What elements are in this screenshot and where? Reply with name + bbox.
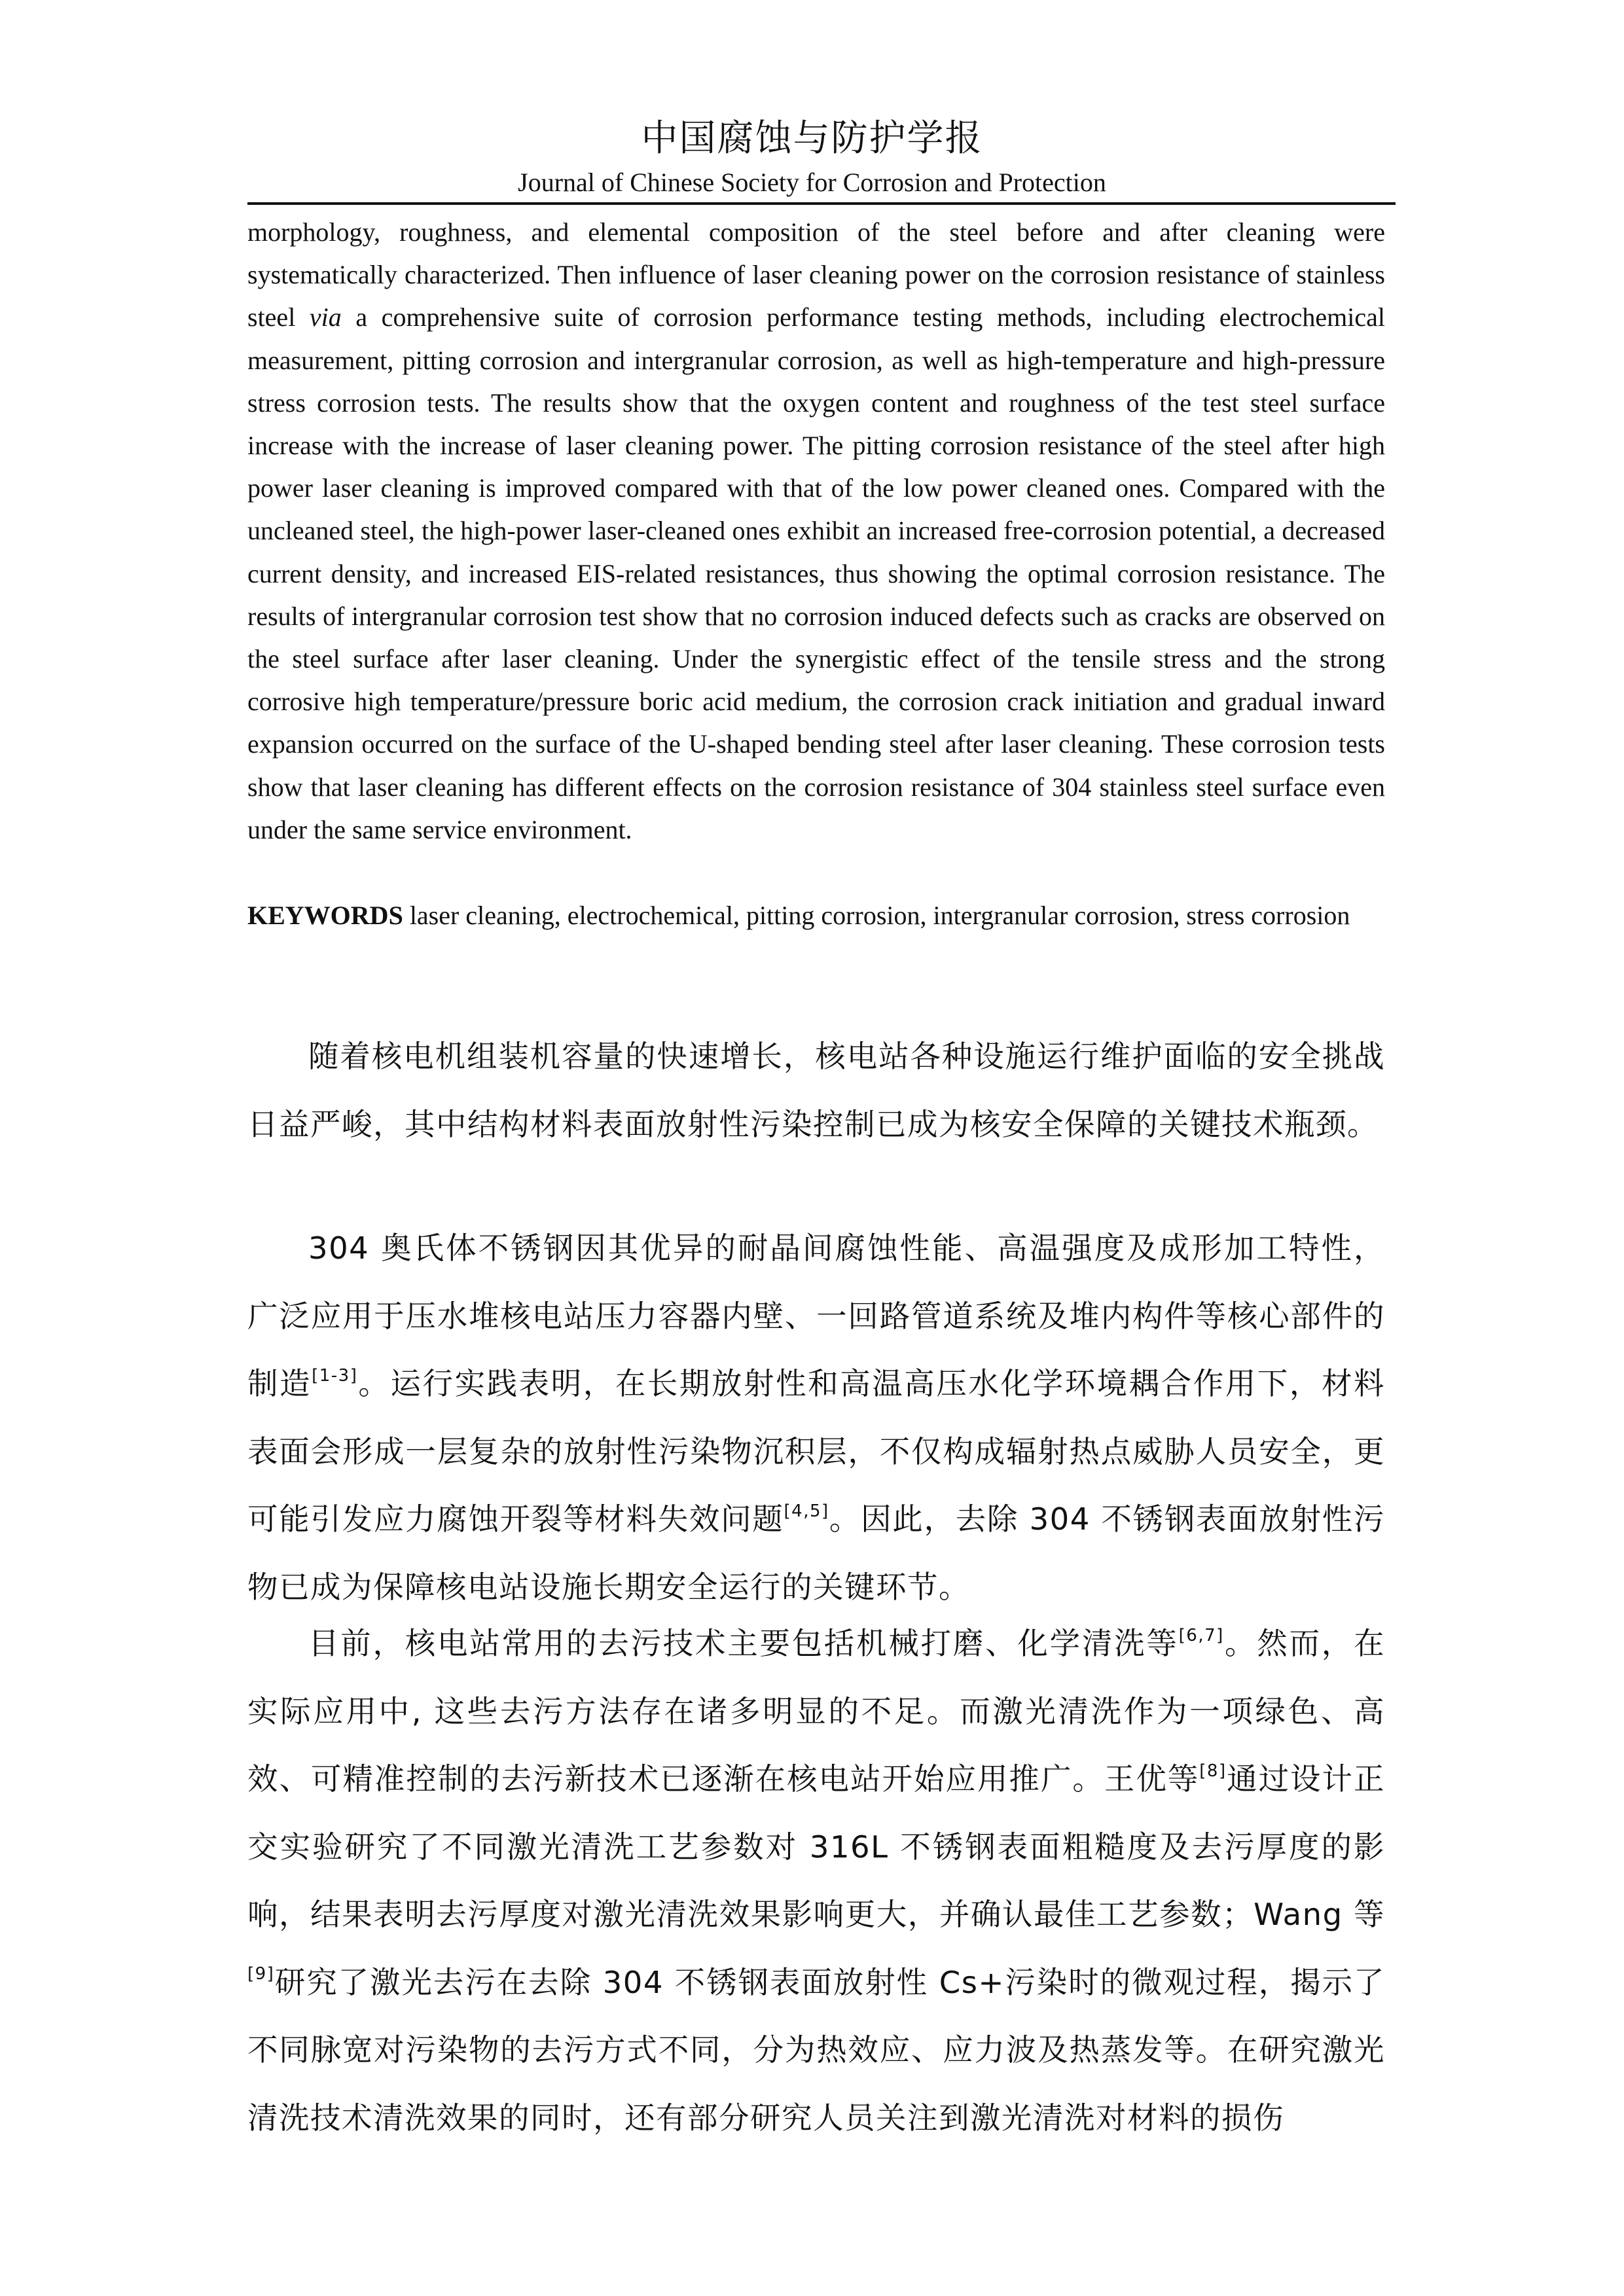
journal-title-chinese: 中国腐蚀与防护学报 bbox=[641, 117, 983, 160]
paragraph-segment: 。因此，去除 304 不锈钢表面放射性污物已成为保障核电站设施长期安全运行的关键环节。 bbox=[247, 1501, 1385, 1605]
keywords-label: KEYWORDS bbox=[247, 901, 403, 930]
paragraph-segment: 304 奥氏体不锈钢因其优异的耐晶间腐蚀性能、高温强度及成形加工特性，广泛应用于压水堆核电站压力容器内壁、一回路管道系统及堆内构件等核心部件的制造 bbox=[247, 1230, 1385, 1401]
paragraph-segment: 。然而，在实际应用中, 这些去污方法存在诸多明显的不足。而激光清洗作为一项绿色、高效、可精准控制的去污新技术已逐渐在核电站开始应用推广。王优等 bbox=[247, 1626, 1386, 1797]
citation-reference: [9] bbox=[247, 1964, 275, 1984]
keywords-list: laser cleaning, electrochemical, pitting corrosion, intergranular corrosion, stress corrosion bbox=[403, 901, 1350, 930]
abstract-italic-word: via bbox=[309, 302, 342, 332]
body-paragraph: 随着核电机组装机容量的快速增长，核电站各种设施运行维护面临的安全挑战日益严峻，其中结构材料表面放射性污染控制已成为核安全保障的关键技术瓶颈。 bbox=[247, 1039, 1385, 1142]
citation-reference: [1-3] bbox=[312, 1365, 358, 1386]
abstract-segment: a comprehensive suite of corrosion performance testing methods, including electrochemical measurement, pitting corrosion and intergranular corrosion, as well as high-temperature and high-pressure stress corrosion tests. The results show that the oxygen content and roughness of the test steel surface increase with the increase of laser cleaning power. The pitting corrosion resistance of the steel after high power laser cleaning is improved compared with that of the low power cleaned ones. Compared with the uncleaned steel, the high-power laser-cleaned ones exhibit an increased free-corrosion potential, a decreased current density, and increased EIS-related resistances, thus showing the optimal corrosion resistance. The results of intergranular corrosion test show that no corrosion induced defects such as cracks are observed on the steel surface after laser cleaning. Under the synergistic effect of the tensile stress and the strong corrosive high temperature/pressure boric acid medium, the corrosion crack initiation and gradual inward expansion occurred on the surface of the U-shaped bending steel after laser cleaning. These corrosion tests show that laser cleaning has different effects on the corrosion resistance of 304 stainless steel surface even under the same service environment. bbox=[247, 302, 1385, 844]
citation-reference: [8] bbox=[1199, 1761, 1227, 1781]
body-paragraph bbox=[247, 1215, 1385, 1621]
journal-title-english: Journal of Chinese Society for Corrosion and Protection bbox=[518, 168, 1106, 197]
keywords bbox=[247, 894, 1385, 937]
paragraph-segment: 目前，核电站常用的去污技术主要包括机械打磨、化学清洗等 bbox=[308, 1626, 1179, 1661]
abstract-segment: morphology, roughness, and elemental composition of the steel before and after cleaning were systematically characterized. Then influence of laser cleaning power on the corrosion resistance of stainless steel bbox=[247, 217, 1385, 332]
paragraph-segment: 通过设计正交实验研究了不同激光清洗工艺参数对 316L 不锈钢表面粗糙度及去污厚度的影响，结果表明去污厚度对激光清洗效果影响更大，并确认最佳工艺参数；Wang 等 bbox=[247, 1761, 1386, 1932]
citation-reference: [4,5] bbox=[784, 1501, 829, 1521]
paragraph-segment: 研究了激光去污在去除 304 不锈钢表面放射性 Cs+污染时的微观过程，揭示了不同脉宽对污染物的去污方式不同，分为热效应、应力波及热蒸发等。在研究激光清洗技术清洗效果的同时，还有部分研究人员关注到激光清洗对材料的损伤 bbox=[247, 1964, 1385, 2136]
body-paragraph bbox=[247, 1610, 1385, 2152]
paragraph-segment: 。运行实践表明，在长期放射性和高温高压水化学环境耦合作用下，材料表面会形成一层复杂的放射性污染物沉积层，不仅构成辐射热点威胁人员安全，更可能引发应力腐蚀开裂等材料失效问题 bbox=[247, 1366, 1386, 1537]
citation-reference: [6,7] bbox=[1178, 1625, 1224, 1645]
abstract-text bbox=[247, 211, 1385, 851]
header-divider bbox=[247, 202, 1396, 205]
